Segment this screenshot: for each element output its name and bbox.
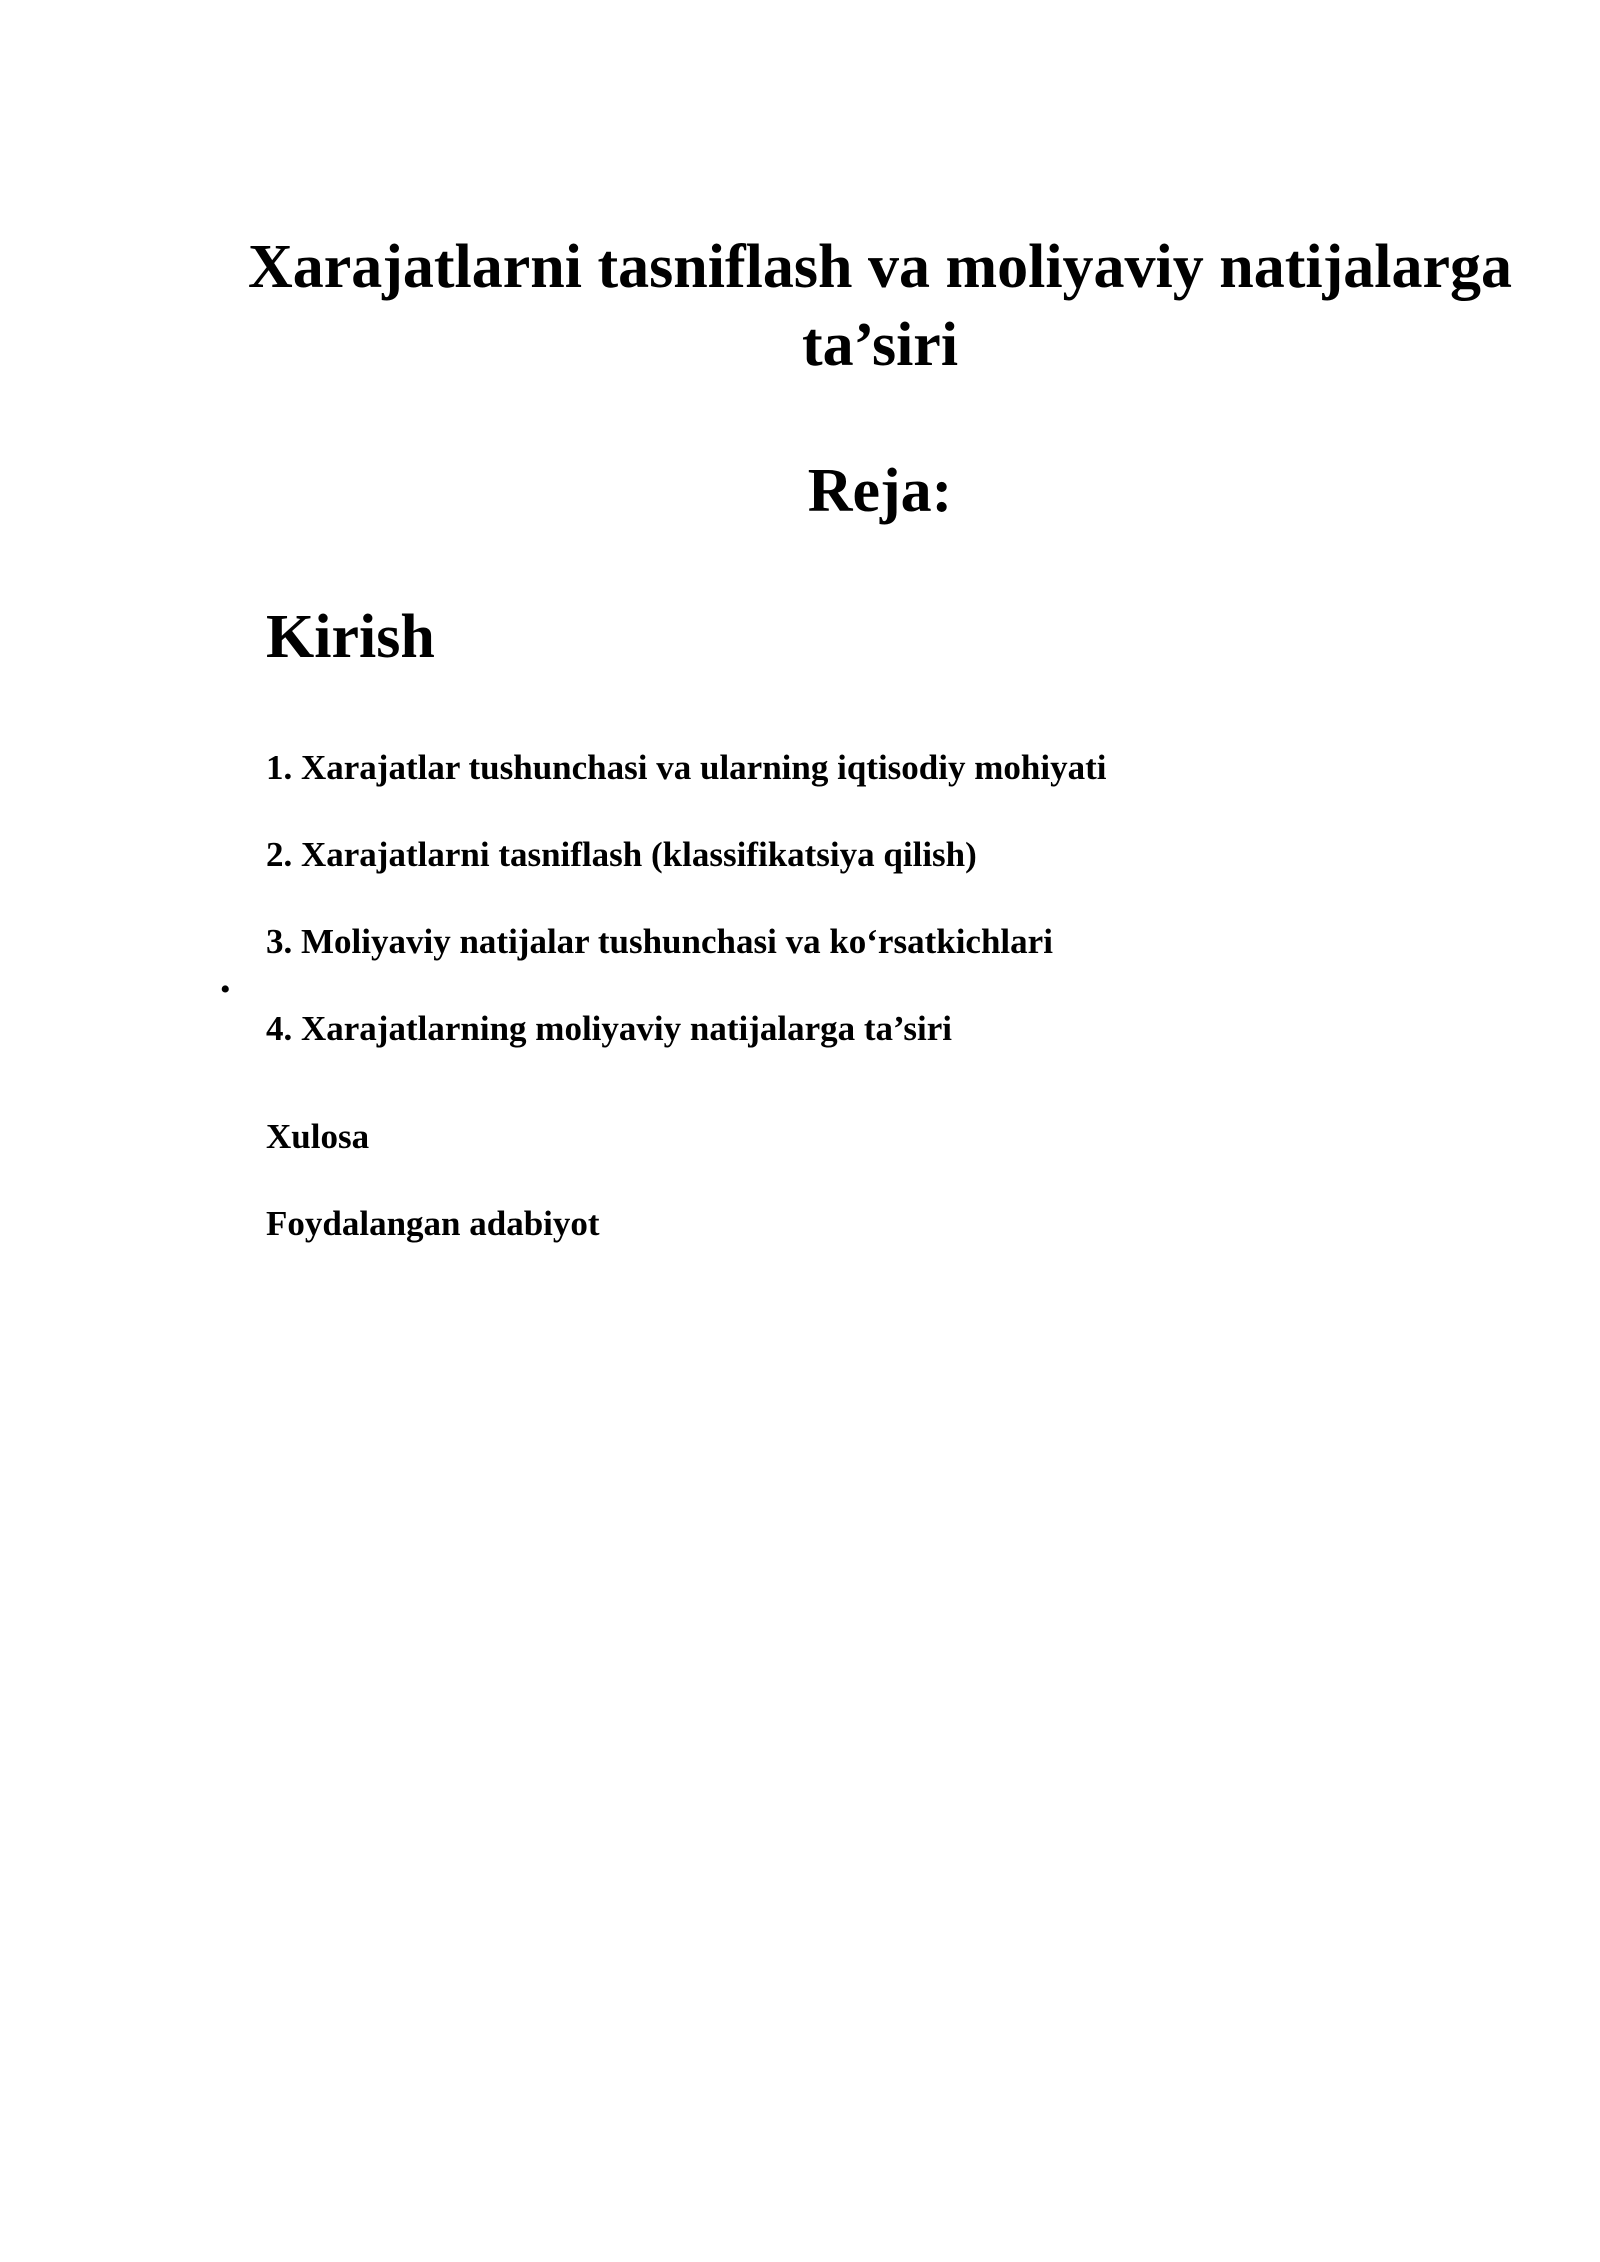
document-title: Xarajatlarni tasniflash va moliyaviy natijalarga ta’siri — [247, 233, 1513, 379]
plan-item-1: 1. Xarajatlar tushunchasi va ularning iqtisodiy mohiyati — [266, 748, 1107, 787]
plan-item-3: 3. Moliyaviy natijalar tushunchasi va ko‘rsatkichlari — [266, 922, 1053, 961]
plan-item-2: 2. Xarajatlarni tasniflash (klassifikatsiya qilish) — [266, 835, 977, 874]
references-item: Foydalangan adabiyot — [266, 1204, 600, 1243]
list-bullet: • — [220, 973, 231, 1006]
conclusion-item: Xulosa — [266, 1117, 370, 1156]
plan-item-4: 4. Xarajatlarning moliyaviy natijalarga ta’siri — [266, 1009, 952, 1048]
intro-heading: Kirish — [266, 603, 435, 671]
plan-heading: Reja: — [807, 457, 953, 525]
